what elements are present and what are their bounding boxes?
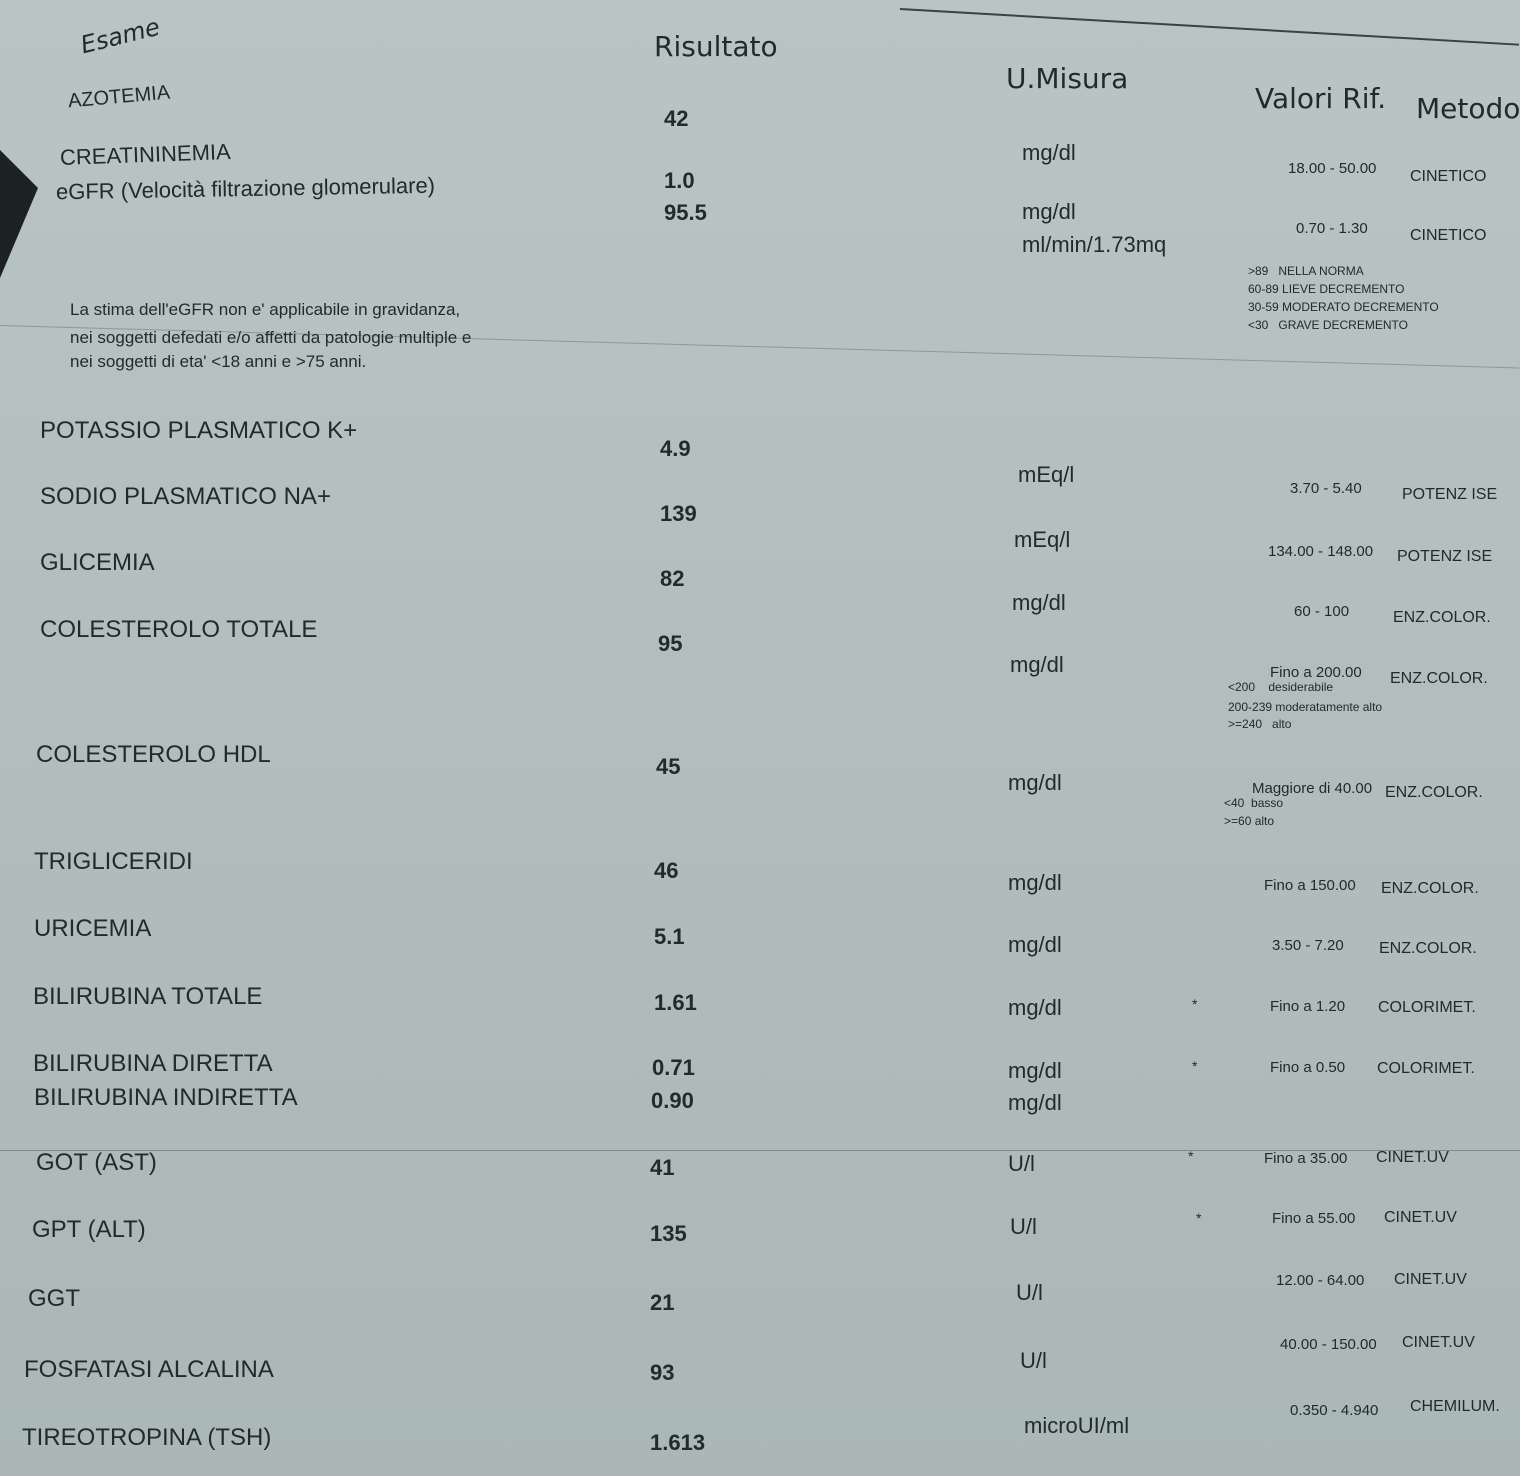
exam-ref-range: 12.00 - 64.00 [1276, 1272, 1365, 1289]
exam-unit: mg/dl [1008, 770, 1062, 795]
exam-ref-range: Fino a 1.20 [1270, 998, 1346, 1015]
exam-value: 0.90 [651, 1088, 694, 1113]
exam-method: COLORIMET. [1377, 1060, 1475, 1077]
egfr-range-note: 60-89 LIEVE DECREMENTO [1248, 282, 1405, 296]
exam-method: CHEMILUM. [1410, 1398, 1500, 1415]
exam-unit: U/l [1016, 1280, 1043, 1305]
header-exam: Esame [77, 12, 163, 60]
exam-value: 42 [664, 106, 689, 131]
exam-unit: U/l [1010, 1214, 1037, 1239]
exam-name: BILIRUBINA TOTALE [33, 983, 263, 1010]
cholesterol-note: <200 desiderabile [1228, 680, 1334, 694]
exam-ref-range: 40.00 - 150.00 [1280, 1336, 1377, 1353]
exam-ref-range: Fino a 200.00 [1270, 664, 1362, 681]
exam-unit: mEq/l [1018, 462, 1075, 487]
exam-method: ENZ.COLOR. [1385, 784, 1483, 801]
exam-unit: U/l [1020, 1348, 1047, 1373]
header-ref: Valori Rif. [1255, 82, 1387, 115]
exam-ref-range: Maggiore di 40.00 [1252, 780, 1373, 797]
exam-unit: ml/min/1.73mq [1022, 232, 1167, 257]
hdl-note: <40 basso [1224, 796, 1284, 810]
exam-value: 45 [656, 754, 681, 779]
exam-value: 21 [650, 1290, 675, 1315]
exam-method: CINETICO [1410, 227, 1487, 244]
exam-value: 1.0 [664, 168, 695, 193]
cholesterol-note: >=240 alto [1228, 717, 1292, 731]
exam-unit: mg/dl [1008, 932, 1062, 957]
exam-name: POTASSIO PLASMATICO K+ [40, 417, 358, 444]
exam-unit: mg/dl [1022, 199, 1076, 224]
exam-unit: mEq/l [1014, 527, 1071, 552]
exam-name: URICEMIA [34, 915, 152, 942]
exam-name: SODIO PLASMATICO NA+ [40, 483, 331, 510]
exam-method: COLORIMET. [1378, 999, 1476, 1016]
egfr-range-note: >89 NELLA NORMA [1248, 264, 1364, 278]
exam-ref-range: 0.70 - 1.30 [1296, 220, 1368, 237]
exam-value: 93 [650, 1360, 675, 1385]
exam-value: 5.1 [654, 924, 685, 949]
header-result: Risultato [654, 30, 778, 63]
exam-name: COLESTEROLO TOTALE [40, 616, 318, 643]
exam-method: ENZ.COLOR. [1390, 670, 1488, 687]
header-unit: U.Misura [1006, 62, 1129, 95]
exam-method: CINET.UV [1402, 1334, 1475, 1351]
exam-method: ENZ.COLOR. [1379, 940, 1477, 957]
exam-name: GOT (AST) [36, 1149, 157, 1176]
exam-ref-range: 3.70 - 5.40 [1290, 480, 1362, 497]
exam-name: COLESTEROLO HDL [36, 741, 271, 768]
exam-value: 1.61 [654, 990, 697, 1015]
exam-value: 41 [650, 1155, 675, 1180]
exam-ref-range: Fino a 35.00 [1264, 1150, 1348, 1167]
exam-name: TIREOTROPINA (TSH) [22, 1424, 272, 1451]
exam-unit: mg/dl [1008, 995, 1062, 1020]
hdl-note: >=60 alto [1224, 814, 1275, 828]
exam-ref-range: Fino a 150.00 [1264, 877, 1356, 894]
egfr-disclaimer: La stima dell'eGFR non e' applicabile in gravidanza, [70, 300, 461, 319]
egfr-disclaimer: nei soggetti defedati e/o affetti da patologie multiple e [70, 328, 472, 347]
exam-value: 95 [658, 631, 683, 656]
exam-method: ENZ.COLOR. [1381, 880, 1479, 897]
egfr-disclaimer: nei soggetti di eta' <18 anni e >75 anni. [70, 352, 367, 371]
desk-background [0, 150, 38, 278]
exam-ref-range: 0.350 - 4.940 [1290, 1402, 1379, 1419]
exam-method: CINET.UV [1376, 1149, 1449, 1166]
exam-method: CINET.UV [1394, 1271, 1467, 1288]
exam-ref-range: 134.00 - 148.00 [1268, 543, 1374, 560]
exam-name: GLICEMIA [40, 549, 155, 576]
exam-unit: microUI/ml [1024, 1413, 1130, 1438]
exam-unit: mg/dl [1012, 590, 1066, 615]
exam-name: eGFR (Velocità filtrazione glomerulare) [55, 172, 436, 205]
exam-value: 46 [654, 858, 679, 883]
exam-value: 95.5 [664, 200, 707, 225]
exam-unit: mg/dl [1008, 870, 1062, 895]
exam-method: POTENZ ISE [1402, 486, 1498, 503]
exam-name: BILIRUBINA INDIRETTA [34, 1084, 298, 1111]
exam-value: 4.9 [660, 436, 691, 461]
exam-unit: mg/dl [1010, 652, 1064, 677]
exam-name: CREATININEMIA [59, 139, 232, 170]
exam-name: GPT (ALT) [32, 1216, 146, 1243]
exam-ref-range: Fino a 55.00 [1272, 1210, 1356, 1227]
exam-method: POTENZ ISE [1397, 548, 1493, 565]
exam-name: GGT [28, 1285, 80, 1312]
abnormal-flag: * [1196, 1210, 1202, 1226]
abnormal-flag: * [1188, 1148, 1194, 1164]
exam-method: ENZ.COLOR. [1393, 609, 1491, 626]
page-top-rule [900, 8, 1519, 46]
exam-ref-range: 60 - 100 [1294, 603, 1350, 620]
exam-method: CINET.UV [1384, 1209, 1457, 1226]
exam-unit: mg/dl [1022, 140, 1076, 165]
exam-ref-range: Fino a 0.50 [1270, 1059, 1346, 1076]
abnormal-flag: * [1192, 996, 1198, 1012]
header-method: Metodo [1416, 92, 1520, 125]
cholesterol-note: 200-239 moderatamente alto [1228, 700, 1383, 714]
exam-name: BILIRUBINA DIRETTA [33, 1050, 273, 1077]
egfr-range-note: <30 GRAVE DECREMENTO [1248, 318, 1408, 332]
egfr-range-note: 30-59 MODERATO DECREMENTO [1248, 300, 1439, 314]
exam-ref-range: 18.00 - 50.00 [1288, 160, 1377, 177]
exam-name: FOSFATASI ALCALINA [24, 1356, 274, 1383]
exam-value: 0.71 [652, 1055, 695, 1080]
exam-method: CINETICO [1410, 168, 1487, 185]
exam-value: 139 [660, 501, 697, 526]
exam-name: AZOTEMIA [67, 81, 171, 113]
exam-value: 82 [660, 566, 685, 591]
exam-value: 1.613 [650, 1430, 706, 1455]
abnormal-flag: * [1192, 1058, 1198, 1074]
exam-value: 135 [650, 1221, 687, 1246]
exam-unit: U/l [1008, 1151, 1035, 1176]
exam-ref-range: 3.50 - 7.20 [1272, 937, 1344, 954]
exam-name: TRIGLICERIDI [34, 848, 193, 875]
exam-unit: mg/dl [1008, 1090, 1062, 1115]
exam-unit: mg/dl [1008, 1058, 1062, 1083]
